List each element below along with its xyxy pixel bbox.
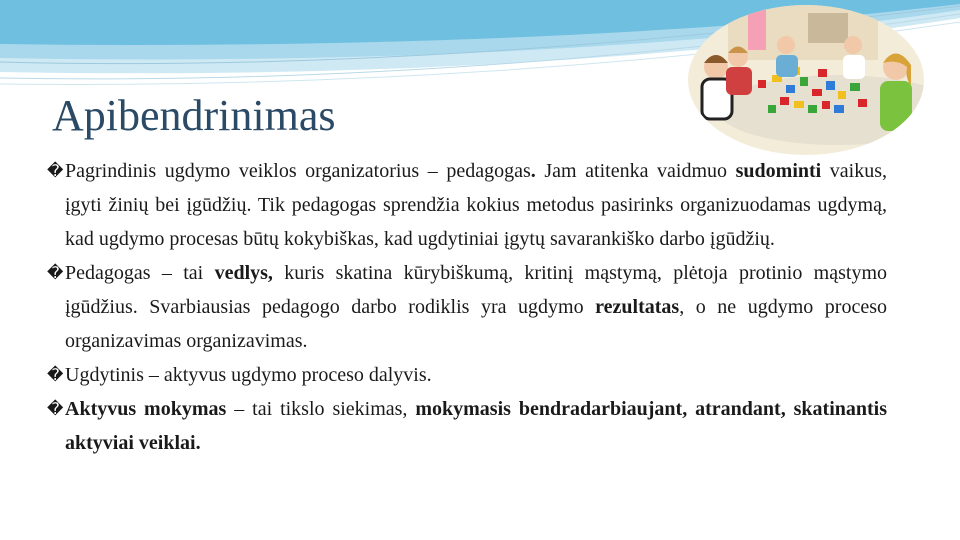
- bullet-paragraph-1: [47, 154, 887, 256]
- bullet-marker-icon: �: [47, 399, 64, 418]
- bullet-marker-icon: �: [47, 161, 64, 180]
- text-span: vaikus, įgyti žinių bei įgūdžių. Tik pedagogas sprendžia kokius metodus pasirinks organizuodamas ugdymą, kad ugdymo procesas būtų kokybiškas, kad ugdytiniai įgytų savarankiško darbo įgūdžių.: [65, 160, 888, 250]
- text-span: Ugdytinis – aktyvus ugdymo proceso dalyvis.: [65, 364, 432, 386]
- text-span-bold: vedlys,: [214, 262, 273, 284]
- text-span: , o ne ugdymo proceso organizavimas organizavimas.: [65, 296, 887, 352]
- bullet-paragraph-2: [47, 256, 887, 358]
- classroom-children-photo: [688, 5, 924, 155]
- bullet-paragraph-4: [47, 392, 887, 460]
- bullet-list: [47, 154, 887, 460]
- text-span: Pagrindinis ugdymo veiklos organizatorius – pedagogas: [65, 160, 531, 182]
- text-span: Pedagogas – tai: [65, 262, 215, 284]
- bullet-marker-icon: �: [47, 263, 64, 282]
- bullet-paragraph-3: [47, 358, 887, 392]
- text-span-bold: .: [530, 160, 536, 182]
- text-span-bold: rezultatas: [595, 296, 680, 318]
- text-span: kuris skatina kūrybiškumą, kritinį mąstymą, plėtoja protinio mąstymo įgūdžius. Svarbiausias pedagogo darbo rodiklis yra ugdymo: [65, 262, 888, 318]
- slide-title: Apibendrinimas: [52, 91, 336, 140]
- bullet-marker-icon: �: [47, 365, 64, 384]
- text-span-bold: mokymasis bendradarbiaujant, atrandant, skatinantis aktyviai veiklai.: [65, 398, 888, 454]
- text-span-bold: sudominti: [735, 160, 822, 182]
- text-span: Jam atitenka vaidmuo: [535, 160, 736, 182]
- text-span-bold: Aktyvus mokymas: [65, 398, 227, 420]
- text-span: – tai tikslo siekimas,: [226, 398, 416, 420]
